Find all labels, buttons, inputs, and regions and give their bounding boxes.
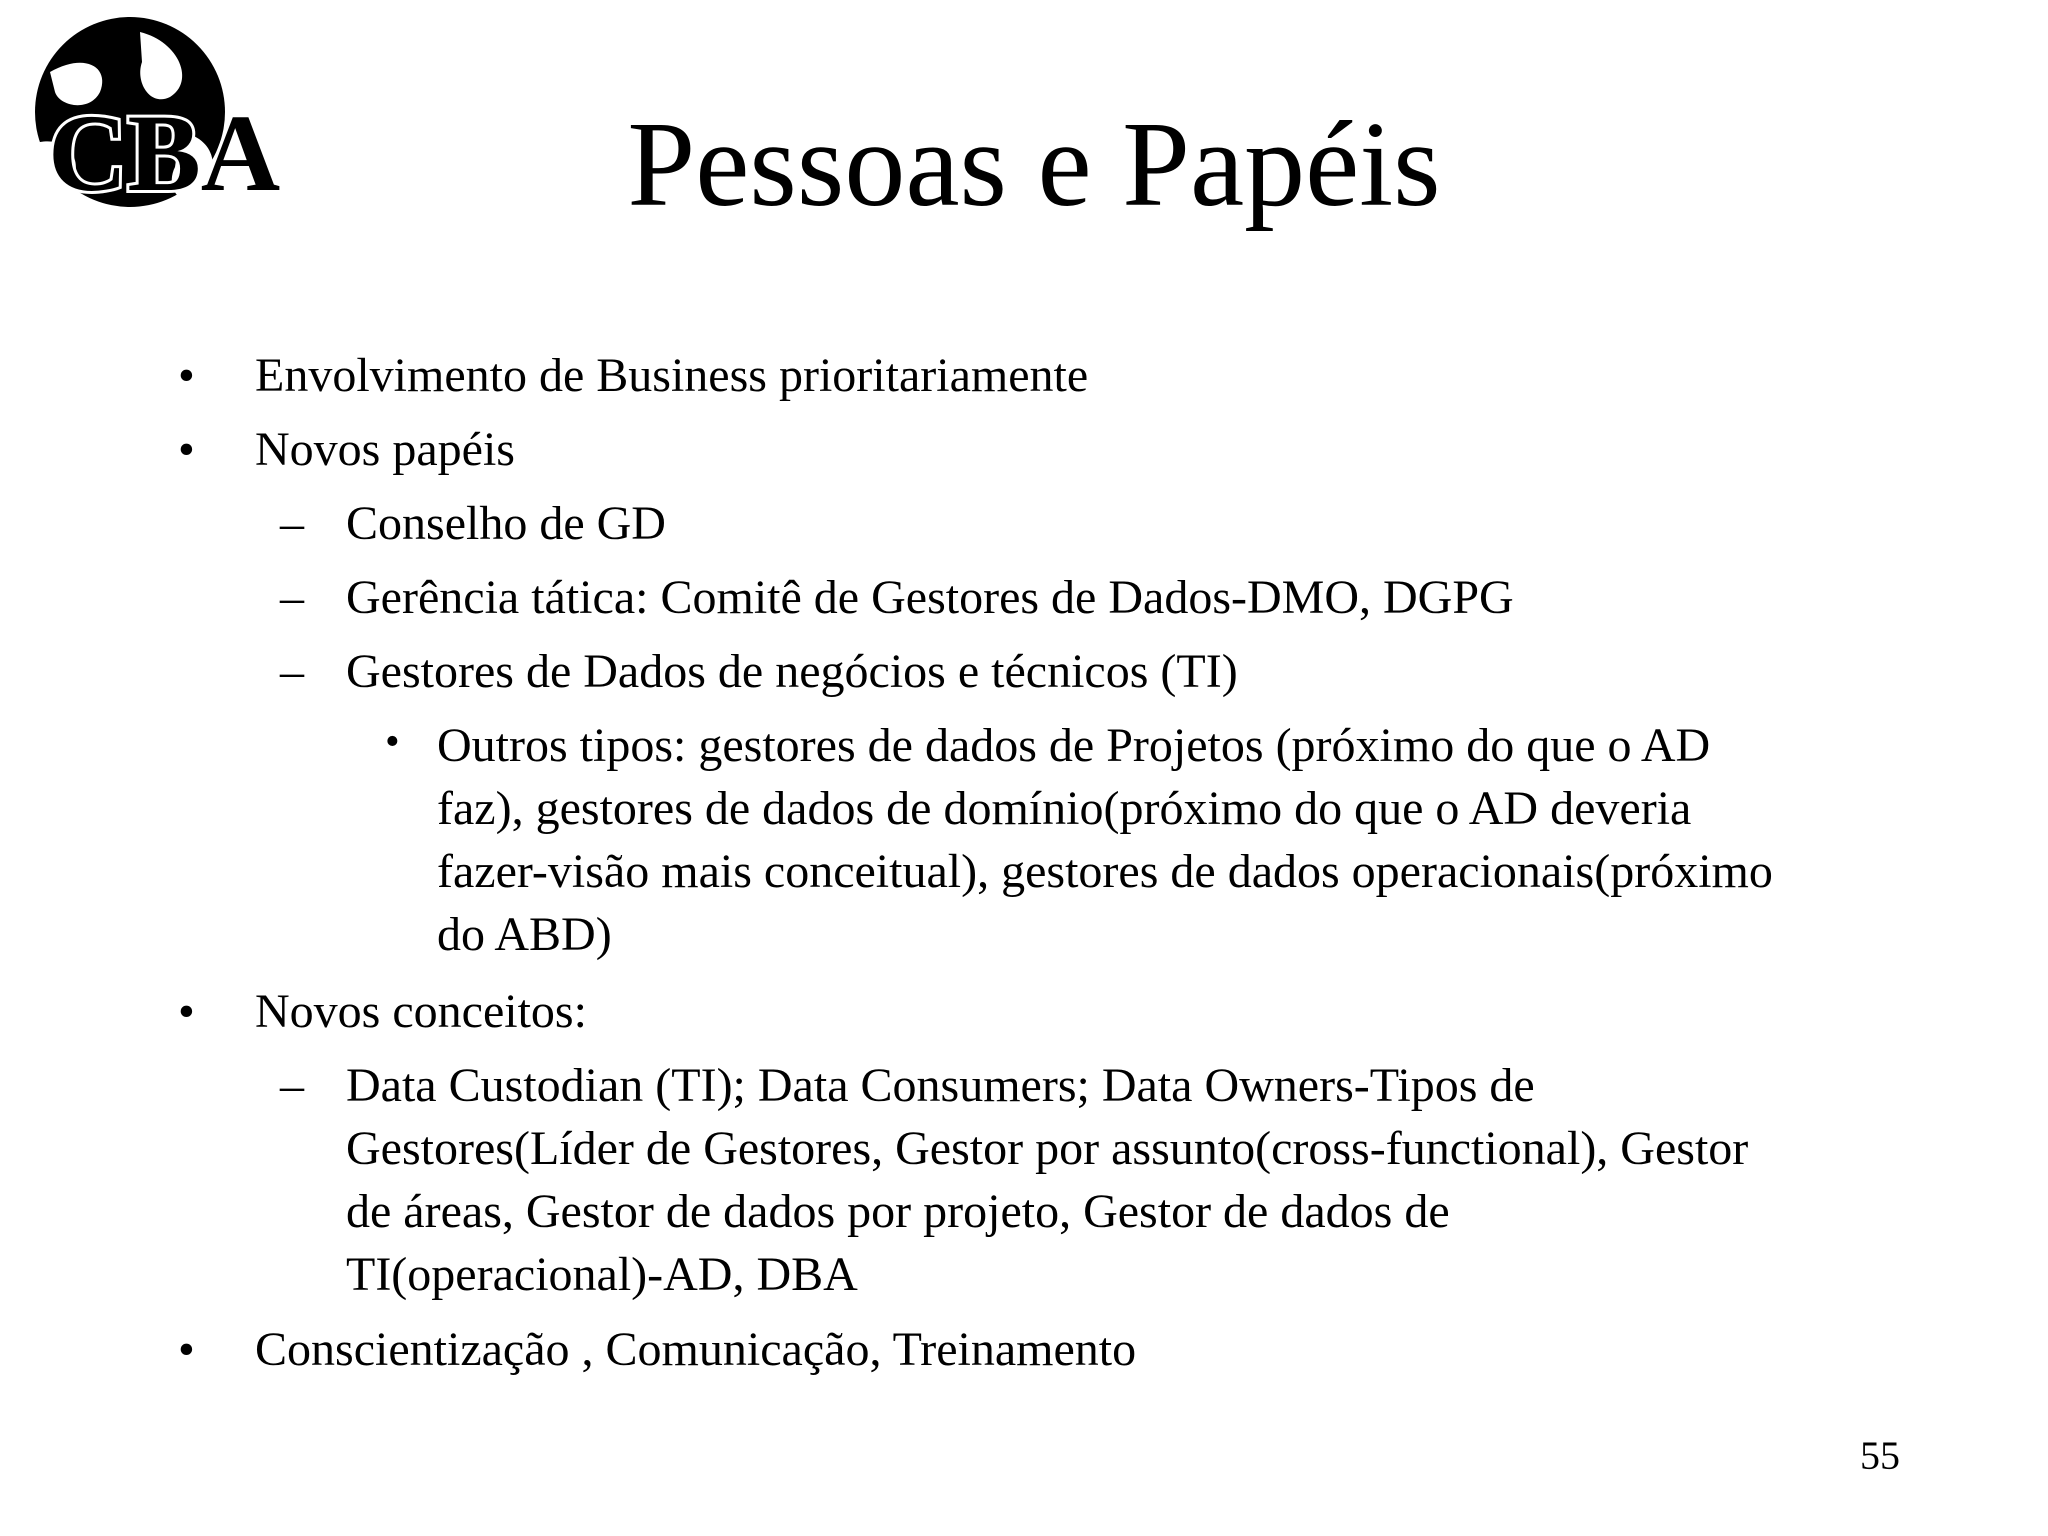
bullet-marker: • bbox=[385, 719, 400, 765]
subsubitem-outros-tipos-line-4: do ABD) bbox=[437, 908, 612, 961]
bullet-marker: • bbox=[178, 349, 195, 402]
subitem-gestores-dados: Gestores de Dados de negócios e técnicos (TI) bbox=[346, 645, 1238, 698]
bullet-marker: • bbox=[178, 1323, 195, 1376]
svg-text:CBA: CBA bbox=[48, 92, 281, 214]
subsubitem-outros-tipos-line-2: faz), gestores de dados de domínio(próximo do que o AD deveria bbox=[437, 782, 1692, 835]
dash-marker: – bbox=[280, 1059, 304, 1112]
bullet-item-business: Envolvimento de Business prioritariamente bbox=[255, 349, 1089, 402]
subitem-data-custodian-line-2: Gestores(Líder de Gestores, Gestor por assunto(cross-functional), Gestor bbox=[346, 1122, 1749, 1175]
bullet-item-novos-papeis: Novos papéis bbox=[255, 423, 515, 476]
bullet-item-conscientizacao: Conscientização , Comunicação, Treinamento bbox=[255, 1323, 1137, 1376]
subitem-data-custodian-line-3: de áreas, Gestor de dados por projeto, Gestor de dados de bbox=[346, 1185, 1450, 1238]
subitem-data-custodian-line-1: Data Custodian (TI); Data Consumers; Data Owners-Tipos de bbox=[346, 1059, 1535, 1112]
subitem-data-custodian-line-4: TI(operacional)-AD, DBA bbox=[346, 1248, 858, 1301]
bullet-marker: • bbox=[178, 423, 195, 476]
dash-marker: – bbox=[280, 571, 304, 624]
dash-marker: – bbox=[280, 645, 304, 698]
bullet-item-novos-conceitos: Novos conceitos: bbox=[255, 985, 587, 1038]
subitem-conselho: Conselho de GD bbox=[346, 497, 666, 550]
dash-marker: – bbox=[280, 497, 304, 550]
page-number: 55 bbox=[1860, 1433, 1900, 1478]
subsubitem-outros-tipos-line-1: Outros tipos: gestores de dados de Projetos (próximo do que o AD bbox=[437, 719, 1711, 772]
bullet-marker: • bbox=[178, 985, 195, 1038]
subsubitem-outros-tipos-line-3: fazer-visão mais conceitual), gestores de dados operacionais(próximo bbox=[437, 845, 1773, 898]
slide-title: Pessoas e Papéis bbox=[627, 97, 1441, 232]
subitem-gerencia-tatica: Gerência tática: Comitê de Gestores de Dados-DMO, DGPG bbox=[346, 571, 1514, 624]
